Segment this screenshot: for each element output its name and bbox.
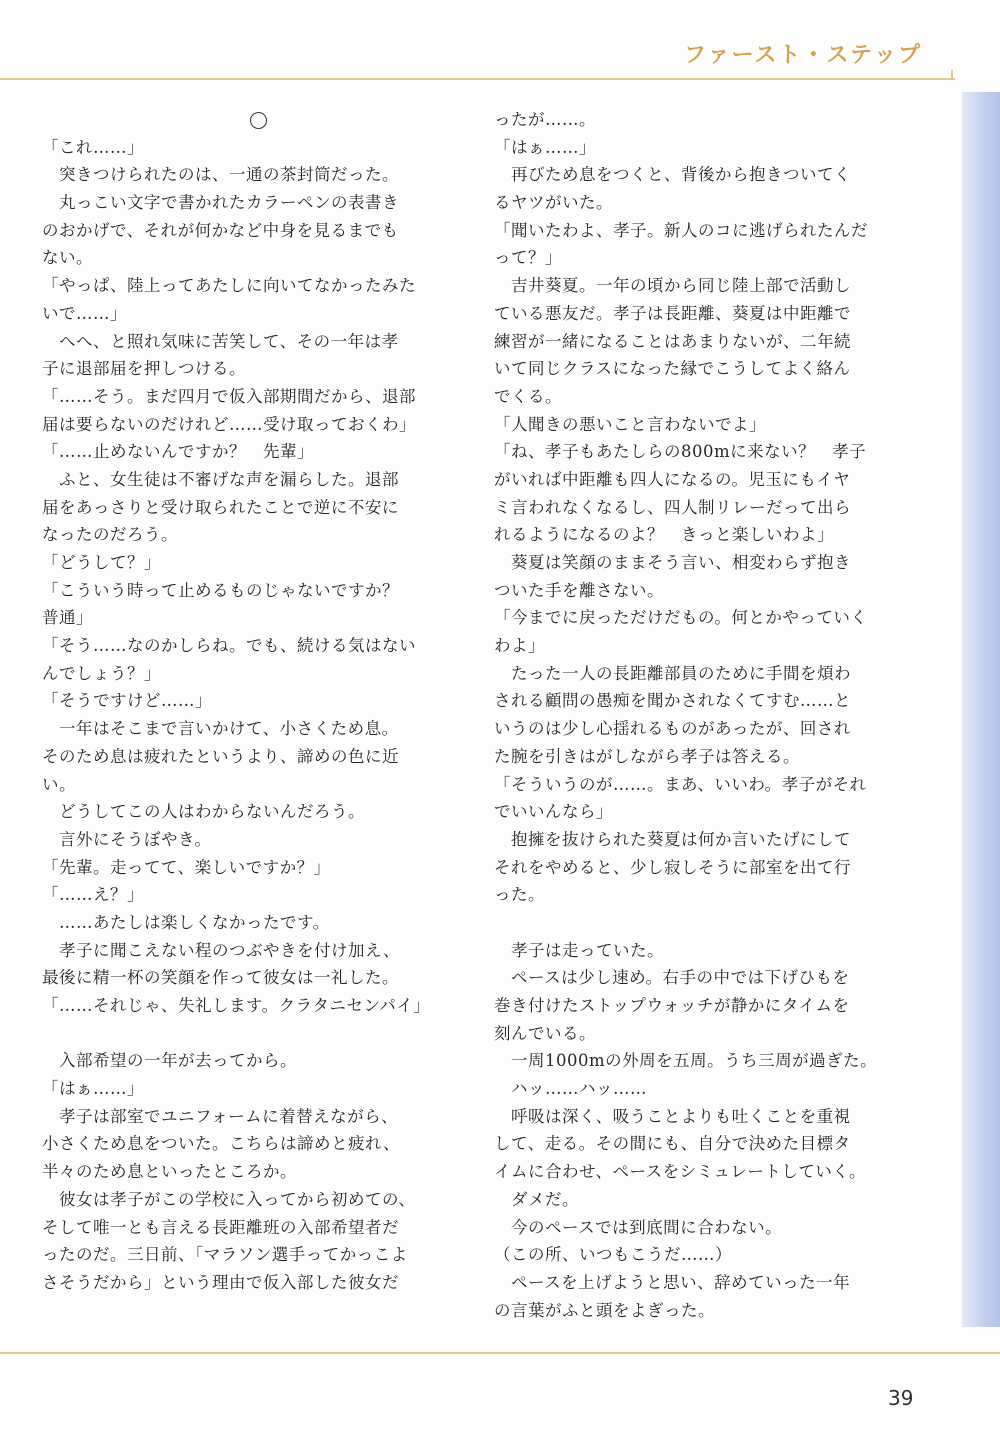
text-line: 子に退部届を押しつける。 [42,359,246,379]
text-column-right [494,106,926,1324]
text-line: さそうだから」という理由で仮入部した彼女だ [42,1272,399,1292]
text-line: 「ね、孝子もあたしらの800mに来ない？ 孝子 [494,442,867,462]
text-line: 一年はそこまで言いかけて、小さくため息。 [42,719,399,739]
text-line: ふと、女生徒は不審げな声を漏らした。退部 [42,469,399,489]
text-line: 今のペースでは到底間に合わない。 [494,1217,783,1237]
text-line: 「はぁ……」 [494,137,596,157]
text-line: 普通」 [42,608,93,628]
text-line: して、走る。その間にも、自分で決めた目標タ [494,1134,851,1154]
text-line: 「こういう時って止めるものじゃないですか？ [42,580,399,600]
text-line: ……あたしは楽しくなかったです。 [42,912,330,932]
text-line: 孝子は走っていた。 [494,940,664,960]
text-line: わよ」 [494,636,545,656]
text-line: 「どうして？」 [42,553,161,572]
text-line: んでしょう？」 [42,663,161,683]
text-line: そのため息は疲れたというより、諦めの色に近 [42,746,399,766]
text-line: ない。 [42,248,93,268]
text-line: ミ言われなくなるし、四人制リレーだって出ら [494,497,851,517]
text-line: 小さくため息をついた。こちらは諦めと疲れ、 [42,1134,400,1154]
footer-rule [0,1352,1000,1354]
text-line: それをやめると、少し寂しそうに部室を出て行 [494,857,851,877]
text-line: ている悪友だ。孝子は長距離、葵夏は中距離で [494,303,851,323]
text-line: 葵夏は笑顔のままそう言い、相変わらず抱き [494,553,851,572]
text-line: ったのだ。三日前、「マラソン選手ってかっこよ [42,1245,408,1265]
text-line: ハッ……ハッ…… [494,1079,647,1099]
text-line: 孝子に聞こえない程のつぶやきを付け加え、 [42,940,400,960]
text-line: 「そういうのが……。まあ、いいわ。孝子がそれ [494,774,867,794]
text-line: ダメだ。 [494,1189,579,1209]
text-line: イムに合わせ、ペースをシミュレートしていく。 [494,1162,867,1182]
text-line: 「……止めないんですか？ 先輩」 [42,442,314,462]
text-line: 「人聞きの悪いこと言わないでよ」 [494,414,766,434]
text-line [42,1020,474,1048]
text-line: 届は要らないのだけれど……受け取っておくわ」 [42,414,416,434]
text-line: される顧問の愚痴を聞かされなくてすむ……と [494,691,851,711]
text-line: ペースは少し速め。右手の中では下げひもを [494,968,850,988]
text-line: 「……そう。まだ四月で仮入部期間だから、退部 [42,386,416,406]
text-line: 孝子は部室でユニフォームに着替えながら、 [42,1106,399,1126]
text-line: 抱擁を抜けられた葵夏は何か言いたげにして [494,829,851,849]
text-line: 届をあっさりと受け取られたことで逆に不安に [42,497,399,517]
text-line: るヤツがいた。 [494,193,613,213]
text-line: そして唯一とも言える長距離班の入部希望者だ [42,1217,399,1237]
text-line: 「これ……」 [42,137,144,157]
text-line: 突きつけられたのは、一通の茶封筒だった。 [42,165,399,185]
header-rule [0,78,955,80]
text-line: 「そう……なのかしらね。でも、続ける気はない [42,636,416,656]
text-line: 半々のため息といったところか。 [42,1162,297,1182]
text-line: いうのは少し心揺れるものがあったが、回され [494,719,851,739]
text-line: 再びため息をつくと、背後から抱きついてく [494,165,851,185]
text-column-left [42,106,474,1297]
text-line: 最後に精一杯の笑顔を作って彼女は一礼した。 [42,968,399,988]
text-line: のおかげで、それが何かなど中身を見るまでも [42,220,399,240]
text-line: 丸っこい文字で書かれたカラーペンの表書き [42,193,399,213]
text-line: 入部希望の一年が去ってから。 [42,1051,297,1071]
text-line: ついた手を離さない。 [494,580,664,600]
text-line: 「今までに戻っただけだもの。何とかやっていく [494,608,868,628]
circle-icon [250,112,267,129]
text-line: って？」 [494,248,562,268]
chapter-title: ファースト・ステップ [683,43,922,68]
text-line: 言外にそうぼやき。 [42,829,212,849]
text-line: 吉井葵夏。一年の頃から同じ陸上部で活動し [494,276,851,296]
text-line: 「……それじゃ、失礼します。クラタニセンパイ」 [42,996,431,1015]
text-line: の言葉がふと頭をよぎった。 [494,1300,715,1320]
text-line [494,909,926,937]
text-line: 「聞いたわよ、孝子。新人のコに逃げられたんだ [494,220,868,240]
text-line: ったが……。 [494,110,596,129]
text-line: 練習が一緒になることはあまりないが、二年続 [494,331,851,351]
text-line: い。 [42,774,76,794]
text-line: 巻き付けたストップウォッチが静かにタイムを [494,996,850,1015]
text-line: なったのだろう。 [42,525,178,545]
text-line: へへ、と照れ気味に苦笑して、その一年は孝 [42,331,399,351]
text-line: いて同じクラスになった縁でこうしてよく絡ん [494,359,851,379]
text-line: 一周1000mの外周を五周。うち三周が過ぎた。 [494,1051,878,1071]
text-line: った。 [494,885,545,905]
text-line: 「はぁ……」 [42,1079,144,1099]
text-line: 「先輩。走ってて、楽しいですか？」 [42,857,331,877]
text-line: でくる。 [494,386,562,406]
text-line: 刻んでいる。 [494,1023,596,1043]
text-line: がいれば中距離も四人になるの。児玉にもイヤ [494,469,851,489]
text-line: 「……え？」 [42,885,144,905]
text-line: たった一人の長距離部員のために手間を煩わ [494,663,851,683]
text-line: でいいんなら」 [494,802,613,822]
header-rule-end [951,70,953,80]
text-line: どうしてこの人はわからないんだろう。 [42,802,365,822]
text-line: た腕を引きはがしながら孝子は答える。 [494,746,800,766]
page-number: 39 [888,1386,914,1410]
text-line: 彼女は孝子がこの学校に入ってから初めての、 [42,1189,416,1209]
text-line: ペースを上げようと思い、辞めていった一年 [494,1272,851,1292]
scene-break-mark [42,106,474,134]
text-line: いで……」 [42,303,127,323]
page-side-tab [962,92,1000,1327]
text-line: 「そうですけど……」 [42,691,212,711]
text-line: れるようになるのよ？ きっと楽しいわよ」 [494,525,834,545]
text-line: 「やっぱ、陸上ってあたしに向いてなかったみた [42,276,416,296]
text-line: 呼吸は深く、吸うことよりも吐くことを重視 [494,1106,851,1126]
text-line: （この所、いつもこうだ……） [494,1245,732,1265]
